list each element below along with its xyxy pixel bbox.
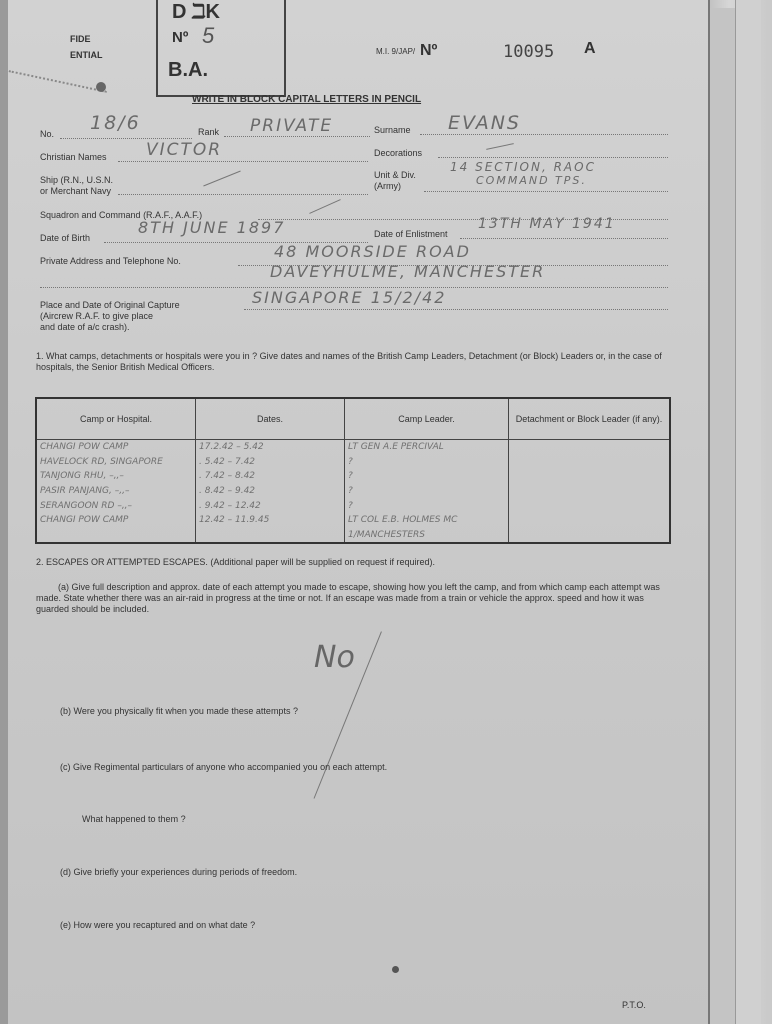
form-page: [8, 0, 710, 1024]
table-cell: LT COL E.B. HOLMES MC: [345, 513, 509, 528]
enlist-value: 13TH MAY 1941: [478, 216, 616, 232]
table-header: Camp or Hospital.: [36, 398, 196, 440]
no-value: 18/6: [90, 112, 141, 134]
pto: P.T.O.: [622, 1000, 646, 1010]
ship-label-2: or Merchant Navy: [40, 186, 112, 196]
stamp-box: [156, 0, 286, 97]
ship-label-1: Ship (R.N., U.S.N.: [40, 175, 114, 185]
stamp-line2: Nº: [172, 29, 189, 46]
table-cell: . 8.42 – 9.42: [196, 484, 345, 499]
question-2d: (d) Give briefly your experiences during periods of freedom.: [60, 867, 298, 877]
unit-value-1: 14 SECTION, RAOC: [450, 160, 596, 174]
squadron-label: Squadron and Command (R.A.F., A.A.F.): [40, 210, 203, 220]
dob-value: 8TH JUNE 1897: [138, 218, 286, 237]
table-cell: [509, 513, 671, 528]
address-value-2: DAVEYHULME, MANCHESTER: [270, 262, 546, 281]
question-2-title: 2. ESCAPES OR ATTEMPTED ESCAPES. (Additional paper will be supplied on request if required).: [36, 557, 436, 567]
capture-label: [40, 300, 180, 333]
table-cell: CHANGI POW CAMP: [36, 513, 196, 528]
tag-string: [8, 70, 107, 101]
punch-hole: [96, 82, 106, 92]
table-header: Camp Leader.: [345, 398, 509, 440]
stamp-line3: B.A.: [168, 59, 208, 81]
table-cell: ?: [345, 469, 509, 484]
serial-suffix: A: [584, 40, 596, 57]
ink-dot: [392, 966, 399, 973]
table-row: [36, 469, 670, 484]
table-row: [36, 513, 670, 528]
unit-value-2: COMMAND TPS.: [476, 174, 587, 187]
question-1: 1. What camps, detachments or hospitals were you in ? Give dates and names of the British Camp Leaders, Detachment (or Block) Leaders or, in the case of hospitals, the Senior British Medical Officers.: [36, 351, 662, 372]
instruction: WRITE IN BLOCK CAPITAL LETTERS IN PENCIL: [192, 94, 422, 105]
table-cell: [509, 484, 671, 499]
dob-label: Date of Birth: [40, 233, 91, 243]
table-cell: . 5.42 – 7.42: [196, 455, 345, 470]
table-header-row: [36, 398, 670, 440]
no-symbol: Nº: [420, 42, 438, 59]
surname-label: Surname: [374, 125, 411, 135]
table-cell: SERANGOON RD –,,–: [36, 498, 196, 513]
address-label: Private Address and Telephone No.: [40, 256, 181, 266]
table-cell: [36, 527, 196, 543]
christian-value: VICTOR: [146, 140, 223, 160]
camps-table: [35, 397, 671, 544]
confidential-2: ENTIAL: [70, 50, 103, 60]
unit-label-1: Unit & Div.: [374, 170, 416, 180]
no-label: No.: [40, 129, 55, 139]
table-header: Detachment or Block Leader (if any).: [509, 398, 671, 440]
table-cell: ?: [345, 498, 509, 513]
stamp-mark: 5: [202, 23, 215, 48]
enlist-label: Date of Enlistment: [374, 229, 448, 239]
serial-number: 10095: [503, 42, 555, 62]
address-value-1: 48 MOORSIDE ROAD: [274, 242, 471, 261]
capture-value: SINGAPORE 15/2/42: [252, 288, 447, 307]
christian-label: Christian Names: [40, 152, 107, 162]
ship-label: [40, 175, 113, 197]
table-cell: . 9.42 – 12.42: [196, 498, 345, 513]
escape-answer: No: [314, 640, 355, 675]
table-row: [36, 440, 670, 455]
table-row: [36, 498, 670, 513]
table-cell: LT GEN A.E PERCIVAL: [345, 440, 509, 455]
rank-value: PRIVATE: [250, 116, 334, 136]
table-cell: [509, 455, 671, 470]
table-cell: ?: [345, 484, 509, 499]
unit-label-2: (Army): [374, 181, 401, 191]
ref-code: M.I. 9/JAP/: [376, 47, 416, 56]
surname-value: EVANS: [448, 112, 521, 134]
unit-label: [374, 170, 416, 192]
table-row: [36, 527, 670, 543]
table-cell: [509, 440, 671, 455]
table-cell: [509, 527, 671, 543]
table-cell: [509, 469, 671, 484]
underlying-page-edge: [735, 0, 761, 1024]
table-cell: TANJONG RHU, –,,–: [36, 469, 196, 484]
table-row: [36, 484, 670, 499]
capture-label-1: Place and Date of Original Capture: [40, 300, 180, 310]
decorations-label: Decorations: [374, 148, 423, 158]
question-2a: (a) Give full description and approx. date of each attempt you made to escape, showing how you left the camp, and from which camp each attempt was made. State whether there was an air-raid in progress at the time or not. If an escape was made from a train or vehicle the approx. speed and how it was guarded should be included.: [36, 582, 660, 614]
table-cell: 12.42 – 11.9.45: [196, 513, 345, 528]
table-cell: 1/MANCHESTERS: [345, 527, 509, 543]
table-cell: [196, 527, 345, 543]
question-2e: (e) How were you recaptured and on what date ?: [60, 920, 256, 930]
table-cell: HAVELOCK RD, SINGAPORE: [36, 455, 196, 470]
table-cell: PASIR PANJANG, –,,–: [36, 484, 196, 499]
table-cell: . 7.42 – 8.42: [196, 469, 345, 484]
capture-label-2: (Aircrew R.A.F. to give place: [40, 311, 154, 321]
rank-label: Rank: [198, 127, 220, 137]
question-2c: (c) Give Regimental particulars of anyone who accompanied you on each attempt.: [60, 762, 388, 772]
table-cell: CHANGI POW CAMP: [36, 440, 196, 455]
capture-label-3: and date of a/c crash).: [40, 322, 130, 332]
table-cell: 17.2.42 – 5.42: [196, 440, 345, 455]
table-cell: ?: [345, 455, 509, 470]
stamp-line1: D ℶK: [172, 1, 220, 23]
table-header: Dates.: [196, 398, 345, 440]
question-2b: (b) Were you physically fit when you made these attempts ?: [60, 706, 298, 716]
confidential-1: FIDE: [70, 34, 91, 44]
question-2c-followup: What happened to them ?: [82, 814, 186, 824]
table-cell: [509, 498, 671, 513]
table-row: [36, 455, 670, 470]
